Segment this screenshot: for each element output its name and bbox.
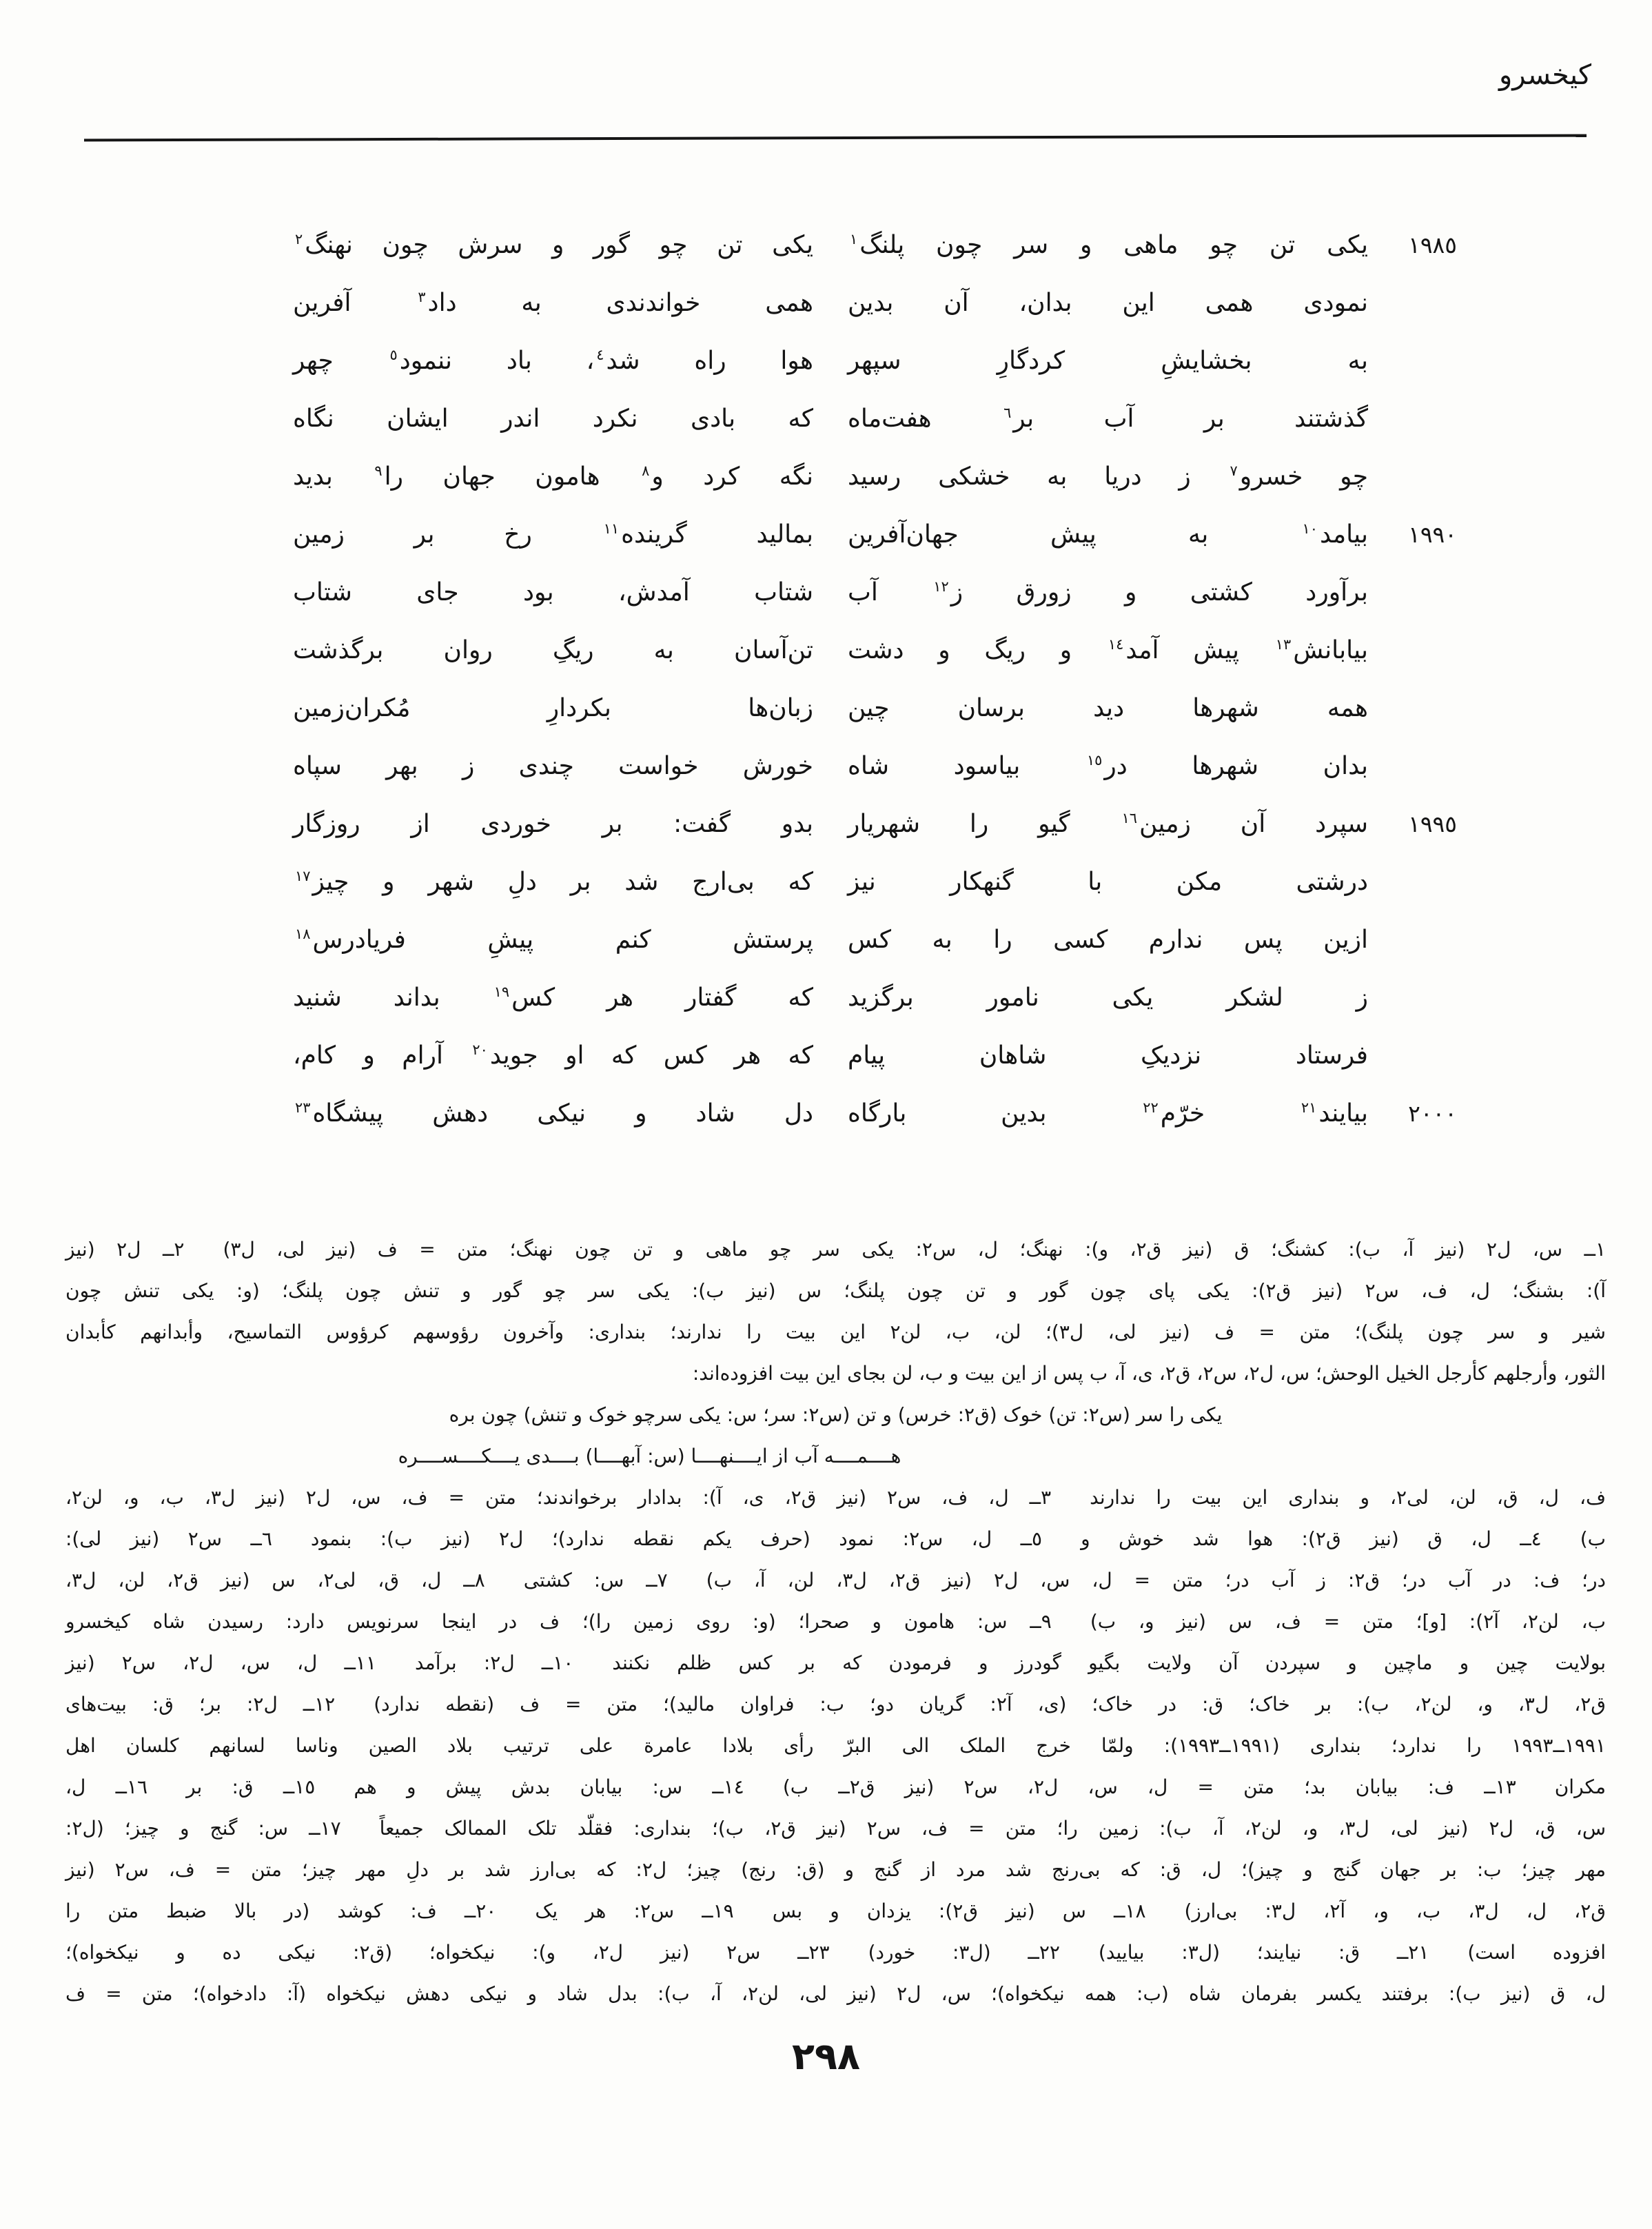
verse-number: ١٩٩٥: [1408, 810, 1457, 837]
footnote-verse-quote: یکی را سر (س٢: تن) خوک (ق٢: خرس) و تن (س٢: سر؛ س: یکی سرچو خوک و تنش) چون بره: [449, 1403, 1223, 1426]
footnote-line: ب) ٤ــ ل، ق (نیز ق٢): هوا شد خوش و ٥ــ ل، س٢: نمود (حرف یکم نقطه ندارد)؛ ل٢ (نیز ب): بنمود ٦ــ س٢ (نیز لی):: [65, 1527, 1606, 1550]
hemistich-right: چو خسرو$^٧$ ز دریا به خشکی رسید: [848, 462, 1368, 491]
header-rule: [84, 134, 1587, 142]
hemistich-left: که گفتار هر کس$^{١٩}$ بداند شنید: [293, 983, 813, 1012]
hemistich-right: بدان شهرها در$^{١٥}$ بیاسود شاه: [848, 751, 1369, 780]
hemistich-left: که بادی نکرد اندر ایشان نگاه: [293, 404, 813, 433]
verse-row: [293, 795, 1461, 853]
hemistich-left: تن‌آسان به ریگِ روان برگذشت: [293, 635, 813, 664]
hemistich-right: بیابانش$^{١٣}$ پیش آمد$^{١٤}$ و ریگ و دشت: [848, 635, 1368, 664]
footnote-line: ل، ق (نیز ب): برفتند یکسر بفرمان شاه (ب: همه نیکخواه)؛ س، ل٢ (نیز لی، لن٢، آ، ب): بدل شاد و نیکی دهش نیکخواه (آ: دادخواه)؛ متن = ف: [65, 1982, 1606, 2005]
footnote-line: س، ق، ل٢ (نیز لی، ل٣، و، لن٢، آ، ب): زمین را؛ متن = ف، س٢ (نیز ق٢، ب)؛ بنداری: فقلّد تلک الممالک جمیعاً ١٧ــ س: گنج و چیز؛ (ل٢:: [65, 1817, 1607, 1840]
verse-row: [293, 447, 1461, 505]
hemistich-left: همی خواندندی به داد$^٣$ آفرین: [293, 288, 813, 317]
footnote-line: آ): بشنگ؛ ل، ف، س٢ (نیز ق٢): یکی پای چون گور و تن چون پلنگ؛ س (نیز ب): یکی سر چو گور و تنش چون پلنگ؛ (و: یکی تنش چون: [65, 1279, 1606, 1302]
hemistich-left: پرستش کنم پیشِ فریادرس$^{١٨}$: [295, 925, 813, 954]
verse-row: [293, 274, 1461, 332]
hemistich-right: برآورد کشتی و زورق ز$^{١٢}$ آب: [848, 578, 1368, 607]
footnote-line: ١ــ س، ل٢ (نیز آ، ب): کشنگ؛ ق (نیز ق٢، و): نهنگ؛ ل، س٢: یکی سر چو ماهی و تن چون نهنگ؛ متن = ف (نیز لی، ل٣) ٢ــ ل٢ (نیز: [65, 1238, 1606, 1261]
verse-row: [293, 621, 1461, 679]
hemistich-left: نگه کرد و$^٨$ هامون جهان را$^٩$ بدید: [293, 462, 813, 491]
footnote-line: مهر چیز؛ ب: بر جهان گنج و چیز)؛ ل، ق: که بی‌رنج شد مرد از گنج و (ق: رنج) چیز؛ ل٢: که بی‌ارز شد بر دلِ مهر چیز؛ متن = ف، س٢ (نیز: [65, 1858, 1606, 1881]
hemistich-right: بیامد$^{١٠}$ به پیش جهان‌آفرین: [848, 520, 1368, 549]
hemistich-right: فرستاد نزدیکِ شاهان پیام: [848, 1041, 1368, 1070]
hemistich-right: سپرد آن زمین$^{١٦}$ گیو را شهریار: [848, 809, 1369, 838]
footnote-line: الثور، وأرجلهم کأرجل الخیل الوحش؛ س، ل٢، س٢، ق٢، ی، آ، ب پس از این بیت و ب، لن بجای این بیت افزوده‌اند:: [692, 1362, 1606, 1385]
hemistich-right: بیایند$^{٢١}$ خرّم$^{٢٢}$ بدین بارگاه: [848, 1099, 1368, 1128]
verse-row: [293, 853, 1461, 910]
footnote-line: افزوده است) ٢١ــ ق: نیایند؛ (ل٣: بیایید) ٢٢ــ (ل٣: خورد) ٢٣ــ س٢ (نیز ل٢، و): نیکخواه؛ (ق٢: نیکی ده و نیکخواه)؛: [65, 1941, 1606, 1964]
verse-row: [293, 1084, 1461, 1142]
footnote-line: ب، لن٢، آ٢): [و]؛ متن = ف، س (نیز و، ب) ٩ــ س: هامون و صحرا؛ (و: روی زمین را)؛ ف در اینجا سرنویس دارد: رسیدن شاه کیخسرو: [65, 1610, 1606, 1633]
hemistich-left: دل شاد و نیکی دهش پیشگاه$^{٢٣}$: [295, 1099, 813, 1128]
hemistich-left: که هر کس که او جوید$^{٢٠}$ آرام و کام،: [293, 1041, 813, 1070]
verse-row: [293, 216, 1461, 274]
hemistich-right: به بخشایشِ کردگارِ سپهر: [848, 346, 1368, 375]
footnote-line: ١٩٩١ــ١٩٩٣ را ندارد؛ بنداری (١٩٩١ــ١٩٩٣): ولمّا خرج الملک الی البرّ رأی بلادا عامرة علی ترتیب بلاد الصین وناسا لسانهم کلسان اهل: [65, 1734, 1606, 1757]
verse-row: [293, 679, 1461, 737]
verse-row: [293, 737, 1461, 795]
hemistich-left: زبان‌ها بکردارِ مُکران‌زمین: [293, 693, 813, 722]
footnote-verse-quote: هــــمــــه آب از ایــــنهــــا (س: آبهــــا) بــــدی یــــکــــســــره: [398, 1445, 901, 1467]
footnote-line: ف، ل، ق، لن، لی٢، و بنداری این بیت را ندارند ٣ــ ل، ف، س٢ (نیز ق٢، ی، آ): بدادار برخواندند؛ متن = ف، س، ل٢ (نیز ل٣، ب، و، لن٢،: [65, 1486, 1607, 1509]
hemistich-left: شتاب آمدش، بود جای شتاب: [293, 578, 813, 607]
footnote-line: شیر و سر چون پلنگ)؛ متن = ف (نیز لی، ل٣)؛ لن، ب، لن٢ این بیت را ندارند؛ بنداری: وآخرون رؤوسهم کرؤوس التماسیح، وأبدانهم کأبدان: [65, 1321, 1606, 1343]
verse-row: [293, 563, 1461, 621]
hemistich-right: ز لشکر یکی نامور برگزید: [848, 983, 1368, 1012]
verse-number: ١٩٩٠: [1408, 520, 1457, 548]
verse-row: [293, 910, 1461, 968]
footnote-line: ق٢، ل٣، و، لن٢، ب): بر خاک؛ ق: در خاک؛ (ی، آ٢: گریان دو؛ ب: فراوان مالید)؛ متن = ف (نقطه ندارد) ١٢ــ ل٢: بر؛ ق: بیت‌های: [65, 1693, 1607, 1716]
verse-row: [293, 968, 1461, 1026]
hemistich-right: همه شهرها دید برسان چین: [848, 693, 1368, 722]
hemistich-left: خورش خواست چندی ز بهر سپاه: [293, 751, 813, 780]
hemistich-right: درشتی مکن با گنهکار نیز: [848, 867, 1368, 896]
page-number: ٢٩٨: [792, 2035, 860, 2078]
verse-row: [293, 505, 1461, 563]
hemistich-right: ازین پس ندارم کسی را به کس: [848, 925, 1368, 954]
verse-number: ٢٠٠٠: [1408, 1099, 1457, 1127]
hemistich-left: بدو گفت: بر خوردی از روزگار: [293, 809, 813, 838]
verse-row: [293, 1026, 1461, 1084]
hemistich-right: یکی تن چو ماهی و سر چون پلنگ$^١$: [850, 230, 1368, 259]
verse-number: ١٩٨٥: [1408, 231, 1457, 258]
footnote-line: بولایت چین و ماچین و سپردن آن ولایت بگیو گودرز و فرمودن که بر کس ظلم نکنند ١٠ــ ل٢: برآمد ١١ــ ل، س، ل٢، س٢ (نیز: [65, 1651, 1606, 1674]
hemistich-left: هوا راه شد$^٤$، باد ننمود$^٥$ چهر: [293, 346, 814, 375]
footnote-line: ق٢، ل، ل٣، ب، و، آ٢، ل٣: بی‌ارز) ١٨ــ س (نیز ق٢): یزدان و بس ١٩ــ س٢: هر یک ٢٠ــ ف: کوشد (در بالا ضبط متن را: [65, 1900, 1607, 1922]
hemistich-left: یکی تن چو گور و سرش چون نهنگ$^٢$: [295, 230, 813, 259]
poem-section: [293, 216, 1461, 1142]
verse-row: [293, 332, 1461, 389]
footnote-line: مکران ١٣ــ ف: بیابان بد؛ متن = ل، س، ل٢، س٢ (نیز ق٢ــ ب) ١٤ــ س: بیابان بدش پیش و هم ١٥ــ ق: بر ١٦ــ ل،: [65, 1775, 1606, 1798]
hemistich-left: بمالید گرینده$^{١١}$ رخ بر زمین: [293, 520, 813, 549]
critical-apparatus: [65, 1229, 1606, 2015]
hemistich-right: نمودی همی این بدان، آن بدین: [848, 288, 1368, 317]
hemistich-right: گذشتند بر آب بر$^٦$ هفت‌ماه: [848, 404, 1369, 433]
verse-row: [293, 389, 1461, 447]
hemistich-left: که بی‌ارج شد بر دلِ شهر و چیز$^{١٧}$: [295, 867, 813, 896]
footnote-line: در؛ ف: در آب در؛ ق٢: ز آب در؛ متن = ل، س، ل٢ (نیز ق٢، ل٣، لن، آ، ب) ٧ــ س: کشتی ٨ــ ل، ق، لی٢، س (نیز ق٢، لن، ل٣،: [65, 1569, 1607, 1591]
running-head: کیخسرو: [1498, 59, 1591, 91]
